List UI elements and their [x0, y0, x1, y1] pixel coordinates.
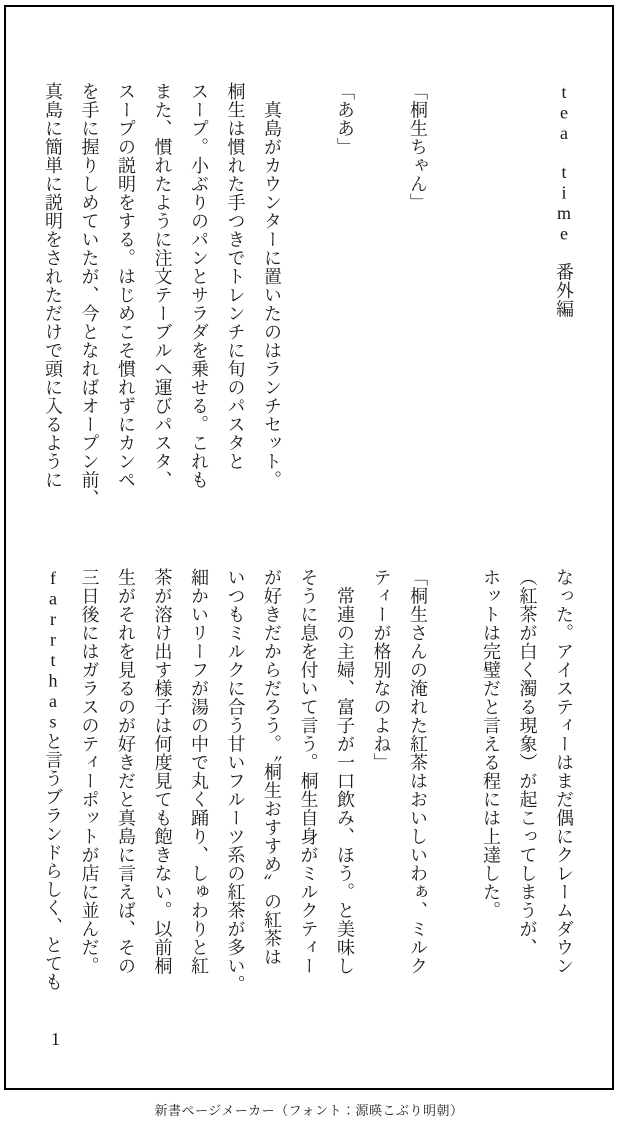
- text-line: また、慣れたように注文テーブルへ運びパスタ、: [152, 82, 173, 489]
- page-number: 1: [51, 1029, 60, 1049]
- text-line: 「桐生ちゃん」: [408, 82, 428, 212]
- text-line: そうに息を付いて言う。桐生自身がミルクティー: [298, 568, 319, 975]
- book-page: [4, 5, 614, 1090]
- text-line: ティーが格別なのよね」: [371, 568, 392, 772]
- text-line: 桐生は慣れた手つきでトレンチに旬のパスタと: [225, 82, 246, 471]
- footer-caption: 新書ページメーカー（フォント：源暎こぶり明朝）: [154, 1103, 464, 1118]
- text-line: いつもミルクに合う甘いフルーツ系の紅茶が多い。: [225, 568, 246, 994]
- text-line: 常連の主婦、富子が一口飲み、ほう。と美味し: [335, 568, 355, 975]
- text-line: なった。アイスティーはまだ偶にクレームダウン: [554, 568, 574, 975]
- text-line: が好きだからだろう。〝桐生おすすめ〟の紅茶は: [262, 568, 282, 966]
- text-line: 三日後にはガラスのティーポットが店に並んだ。: [79, 568, 100, 975]
- blank-line: [473, 82, 510, 530]
- text-line: ホットは完璧だと言える程には上達した。: [481, 568, 501, 920]
- page-title: tea time 番外編: [554, 82, 574, 318]
- bottom-text-block: [34, 568, 582, 1016]
- text-line: スープ。小ぶりのパンとサラダを乗せる。これも: [189, 82, 209, 489]
- text-line: 生がそれを見るのが好きだと真島に言えば、その: [116, 568, 136, 975]
- blank-line: [290, 82, 327, 530]
- text-line: 真島がカウンターに置いたのはランチセット。: [262, 82, 282, 489]
- blank-line: [363, 82, 400, 530]
- blank-line: [436, 82, 473, 530]
- text-line: 茶が溶け出す様子は何度見ても飽きない。以前桐: [152, 568, 173, 975]
- text-line: farrthasと言うブランドらしく、とても: [43, 568, 63, 991]
- blank-line: [509, 82, 546, 530]
- text-line: 真島に簡単に説明をされただけで頭に入るように: [43, 82, 63, 489]
- blank-line: [436, 568, 473, 1016]
- text-line: 「桐生さんの淹れた紅茶はおいしいわぁ、ミルク: [408, 568, 428, 975]
- text-line: 細かいリーフが湯の中で丸く踊り、しゅわりと紅: [189, 568, 209, 975]
- text-line: スープの説明をする。はじめこそ慣れずにカンペ: [116, 82, 136, 489]
- text-line: （紅茶が白く濁る現象）が起こってしまうが、: [517, 568, 538, 957]
- text-line: を手に握りしめていたが、今となればオープン前、: [79, 82, 100, 508]
- top-text-block: [34, 82, 582, 530]
- text-line: 「ああ」: [335, 82, 355, 156]
